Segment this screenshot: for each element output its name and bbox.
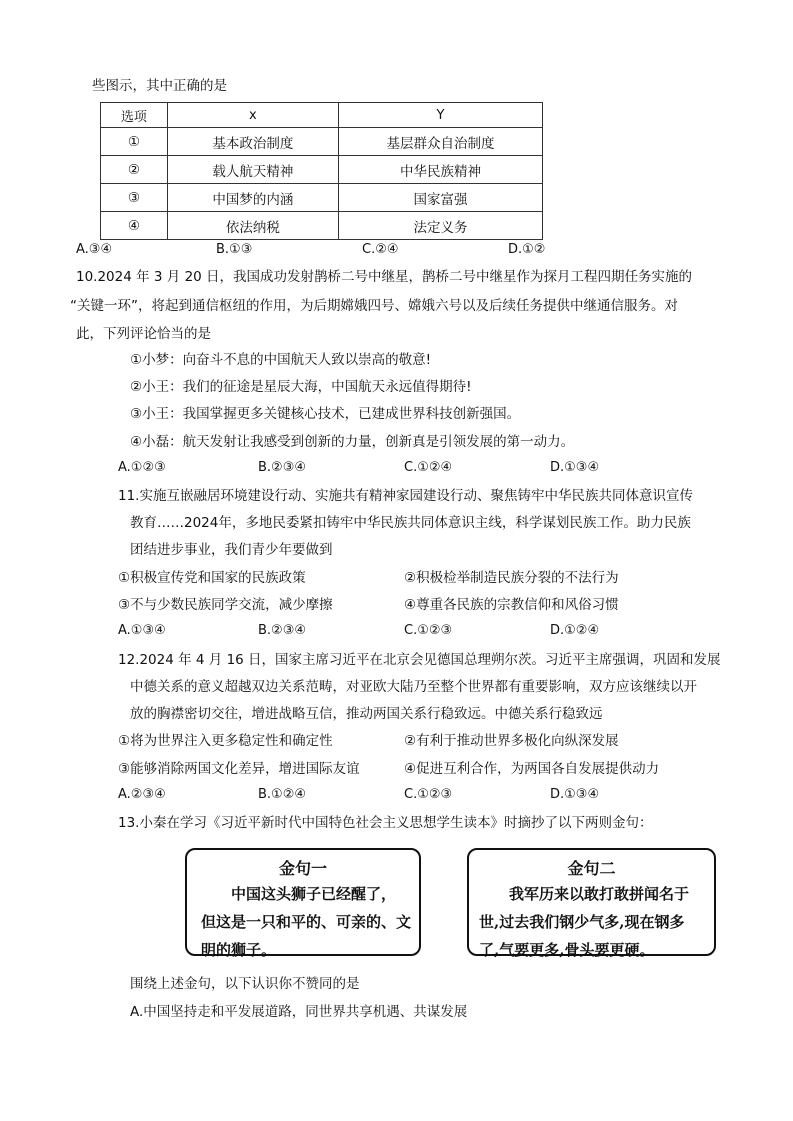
quote-box-2 — [467, 848, 716, 959]
answer-option: A.①③④ — [118, 623, 166, 638]
question-12-option: ①将为世界注入更多稳定性和确定性 — [118, 733, 333, 749]
table-cell: 依法纳税 — [167, 212, 338, 240]
options-table — [100, 102, 543, 240]
question-11-text: 团结进步事业，我们青少年要做到 — [130, 542, 333, 558]
quote-text — [479, 880, 704, 964]
question-12-option: ④促进互利合作，为两国各自发展提供动力 — [404, 761, 660, 777]
answer-option: A.①②③ — [118, 460, 166, 475]
table-cell: 法定义务 — [338, 212, 542, 240]
quote-line: 世,过去我们钢少气多,现在钢多 — [479, 913, 685, 931]
quote-line: 明的狮子。 — [201, 941, 277, 959]
table-header-row — [101, 103, 543, 128]
question-11-text: 11.实施互嵌融居环境建设行动、实施共有精神家园建设行动、聚焦铸牢中华民族共同体意识宣传 — [118, 488, 693, 504]
question-12-text: 12.2024 年 4 月 16 日，国家主席习近平在北京会见德国总理朔尔茨。习近平主席强调，巩固和发展 — [118, 652, 721, 668]
question-12-option: ③能够消除两国文化差异，增进国际友谊 — [118, 761, 360, 777]
quote-text — [201, 880, 412, 964]
question-10-text: 10.2024 年 3 月 20 日，我国成功发射鹊桥二号中继星，鹊桥二号中继星作为探月工程四期任务实施的 — [76, 269, 693, 285]
quote-line: 我军历来以敢打敢拼闻名于 — [509, 885, 690, 903]
question-10-text: 此，下列评论恰当的是 — [76, 326, 211, 342]
answer-option: A.③④ — [76, 242, 113, 257]
quote-line: 了,气要更多,骨头要更硬。 — [479, 941, 655, 959]
answer-option: C.①②③ — [404, 623, 453, 638]
question-12-text: 中德关系的意义超越双边关系范畴，对亚欧大陆乃至整个世界都有重要影响，双方应该继续以开 — [130, 679, 697, 695]
question-10-option: ①小梦：向奋斗不息的中国航天人致以崇高的敬意! — [130, 352, 432, 368]
answer-option: A.②③④ — [118, 787, 166, 802]
question-13-option-a: A.中国坚持走和平发展道路，同世界共享机遇、共谋发展 — [130, 1004, 468, 1020]
table-cell: 载人航天精神 — [167, 156, 338, 184]
question-10-option: ②小王：我们的征途是星辰大海，中国航天永远值得期待! — [130, 379, 472, 395]
answer-option: B.①③ — [216, 242, 253, 257]
table-cell: ④ — [101, 212, 168, 240]
answer-option: B.②③④ — [258, 460, 307, 475]
quote-title: 金句一 — [278, 859, 327, 878]
question-10-option: ③小王：我国掌握更多关键核心技术，已建成世界科技创新强国。 — [130, 406, 521, 422]
question-intro: 些图示，其中正确的是 — [92, 78, 227, 94]
table-cell: ① — [101, 128, 168, 156]
table-row — [101, 128, 543, 156]
quote-line: 中国这头狮子已经醒了， — [231, 885, 397, 903]
table-row — [101, 156, 543, 184]
answer-option: C.②④ — [362, 242, 399, 257]
quote-box-1 — [185, 848, 421, 959]
quote-line: 但这是一只和平的、可亲的、文 — [201, 913, 412, 931]
question-12-text: 放的胸襟密切交往，增进战略互信，推动两国关系行稳致远。中德关系行稳致远 — [130, 706, 603, 722]
table-header-cell: Y — [338, 103, 542, 128]
answer-option: B.①②④ — [258, 787, 307, 802]
quote-title: 金句二 — [567, 859, 616, 878]
table-row — [101, 184, 543, 212]
table-cell: 中华民族精神 — [338, 156, 542, 184]
table-cell: ③ — [101, 184, 168, 212]
answer-option: B.②③④ — [258, 623, 307, 638]
table-cell: 中国梦的内涵 — [167, 184, 338, 212]
table-cell: 基层群众自治制度 — [338, 128, 542, 156]
table-header-cell: 选项 — [101, 103, 168, 128]
question-11-option: ③不与少数民族同学交流，减少摩擦 — [118, 597, 333, 613]
question-10-text: “关键一环”，将起到通信枢纽的作用，为后期嫦娥四号、嫦娥六号以及后续任务提供中继通信服务。对 — [70, 298, 678, 314]
table-cell: 国家富强 — [338, 184, 542, 212]
question-13-prompt: 围绕上述金句，以下认识你不赞同的是 — [130, 976, 360, 992]
question-11-option: ④尊重各民族的宗教信仰和风俗习惯 — [404, 597, 619, 613]
question-11-option: ②积极检举制造民族分裂的不法行为 — [404, 570, 619, 586]
answer-option: D.①③④ — [550, 460, 600, 475]
table-header-cell: x — [167, 103, 338, 128]
question-11-option: ①积极宣传党和国家的民族政策 — [118, 570, 306, 586]
table-cell: 基本政治制度 — [167, 128, 338, 156]
question-13-text: 13.小秦在学习《习近平新时代中国特色社会主义思想学生读本》时摘抄了以下两则金句： — [118, 815, 653, 831]
answer-option: D.①②④ — [550, 623, 600, 638]
answer-option: C.①②④ — [404, 460, 453, 475]
answer-option: C.①②③ — [404, 787, 453, 802]
question-12-option: ②有利于推动世界多极化向纵深发展 — [404, 733, 619, 749]
table-cell: ② — [101, 156, 168, 184]
question-11-text: 教育……2024年，多地民委紧扣铸牢中华民族共同体意识主线，科学谋划民族工作。助力民族 — [130, 515, 691, 531]
answer-option: D.①② — [508, 242, 546, 257]
question-10-option: ④小磊：航天发射让我感受到创新的力量，创新真是引领发展的第一动力。 — [130, 434, 575, 450]
answer-option: D.①③④ — [550, 787, 600, 802]
table-row — [101, 212, 543, 240]
